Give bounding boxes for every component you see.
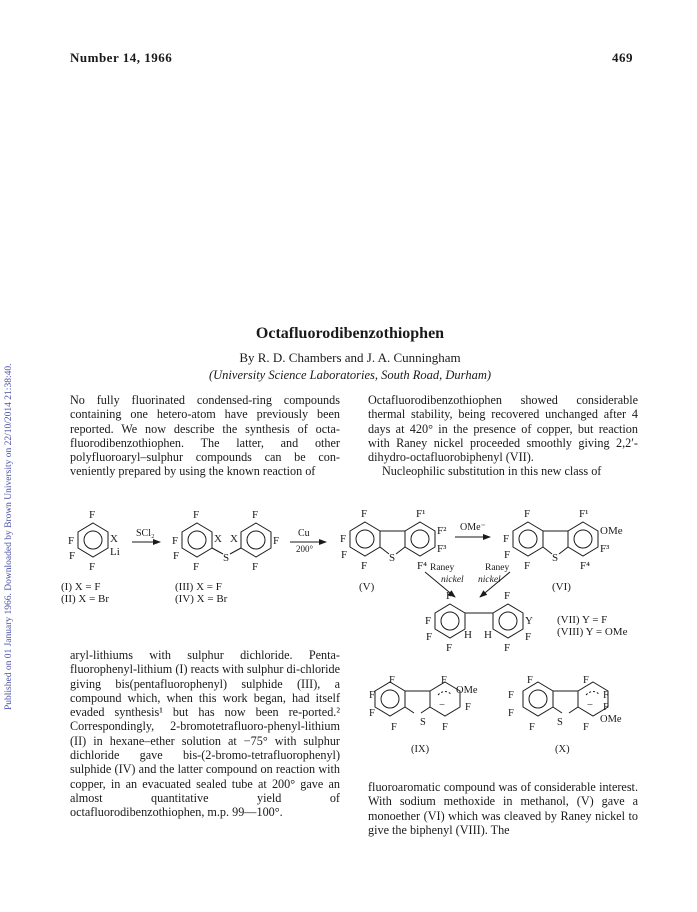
atom-label: S (557, 717, 563, 728)
paragraph-synthesis: aryl-lithiums with sulphur dichloride. Penta-fluorophenyl-lithium (I) reacts with sulphur di-chloride giving bis(pentafluorophenyl) sulphide (III), a compound which, when this work began, had itself evaded synthesis¹ but has now been re-ported.² Correspondingly, 2-bromotetrafluoro-phenyl-lithium (II) in hexane–ether solution at −75° with sulphur dichloride gave bis-(2-bromo-tetrafluorophenyl) sulphide (IV) and the latter compound on reaction with copper, in an evacuated sealed tube at 200° gave an almost quantitative yield of octafluorodibenzothiophen, m.p. 99—100°. (70, 648, 340, 820)
atom-label: F¹ (579, 508, 589, 520)
atom-label: F (193, 561, 200, 573)
benzene-ring-icon (435, 604, 465, 638)
atom-label: F (426, 631, 433, 643)
compound-label: (IX) (411, 744, 430, 755)
atom-label: Li (110, 546, 120, 558)
article-affiliation: (University Science Laboratories, South Road, Durham) (208, 368, 492, 382)
atom-label: F (442, 722, 448, 733)
atom-label: S (420, 717, 426, 728)
benzene-ring-icon (350, 522, 380, 556)
paragraph-stability: Octafluorodibenzothiophen showed considerable thermal stability, being recovered unchanged after 4 days at 420° in the presence of copper, but reaction with Raney nickel proceeded smoothly giving 2,2′-dihydro-octafluorobiphenyl (VII). (368, 393, 638, 465)
text-column-left-top (70, 393, 340, 479)
atom-label: F (504, 642, 511, 654)
atom-label: OMe (600, 714, 622, 725)
atom-label: F³ (600, 543, 610, 555)
atom-label: F (508, 708, 514, 719)
atom-label: F (391, 722, 397, 733)
atom-label: OMe (600, 525, 623, 537)
atom-label: F (252, 509, 259, 521)
atom-label: F (361, 508, 368, 520)
compound-label: (VII) Y = F (557, 614, 608, 626)
atom-label: F (527, 675, 533, 686)
compound-label: (III) X = F (175, 581, 222, 593)
compound-label: (I) X = F (61, 581, 101, 593)
charge-label: − (439, 700, 445, 711)
atom-label: H (484, 629, 492, 641)
paragraph-methoxide: fluoroaromatic compound was of considerable interest. With sodium methoxide in methanol, (V) gave a monoether (VI) which was cleaved by Raney nickel to give the biphenyl (VIII). The (368, 780, 638, 837)
atom-label: F (603, 702, 609, 713)
atom-label: F (340, 533, 347, 545)
atom-label: F (446, 642, 453, 654)
atom-label: S (552, 552, 559, 564)
benzene-ring-icon (568, 522, 598, 556)
atom-label: F (524, 508, 531, 520)
atom-label: F (465, 702, 471, 713)
atom-label: F (583, 675, 589, 686)
atom-label: X (230, 533, 238, 545)
atom-label: F (603, 690, 609, 701)
atom-label: F (508, 690, 514, 701)
atom-label: F (172, 535, 179, 547)
benzene-ring-icon (493, 604, 523, 638)
atom-label: F (273, 535, 280, 547)
atom-label: F (341, 549, 348, 561)
compound-label: (VIII) Y = OMe (557, 626, 628, 638)
atom-label: F (441, 675, 447, 686)
benzene-ring-icon (241, 523, 271, 557)
compound-label: (IV) X = Br (175, 593, 228, 605)
article-authors: By R. D. Chambers and J. A. Cunningham (239, 350, 461, 365)
reagent-label: nickel (441, 575, 464, 585)
atom-label: F (369, 690, 375, 701)
reagent-label: OMe⁻ (460, 522, 486, 533)
atom-label: X (110, 533, 118, 545)
atom-label: F¹ (416, 508, 426, 520)
reagent-label: SCl₂ (136, 528, 155, 539)
compound-label: (V) (359, 581, 375, 593)
reagent-label: Cu (298, 528, 310, 539)
reagent-label: nickel (478, 575, 501, 585)
text-column-left-bottom (70, 648, 340, 820)
atom-label: F (361, 560, 368, 572)
atom-label: F (529, 722, 535, 733)
intermediate-scheme (355, 668, 655, 778)
atom-label: Y (525, 615, 533, 627)
atom-label: H (464, 629, 472, 641)
atom-label: F (369, 708, 375, 719)
atom-label: F (252, 561, 259, 573)
atom-label: F (389, 675, 395, 686)
text-column-right-bottom (368, 780, 638, 837)
atom-label: S (223, 552, 230, 564)
atom-label: F (89, 561, 96, 573)
atom-label: S (389, 552, 396, 564)
atom-label: F (504, 549, 511, 561)
article-title: Octafluorodibenzothiophen (255, 325, 445, 342)
paragraph-intro: No fully fluorinated condensed-ring compounds containing one hetero-atom have previously been reported. We now describe the synthesis of octa-fluorodibenzothiophen. The latter, and other polyfluoroaryl–sulphur compounds can be con-veniently prepared by using the known reaction of (70, 393, 340, 479)
atom-label: F (446, 590, 453, 602)
reagent-label: Raney (430, 563, 455, 573)
atom-label: F² (437, 525, 447, 537)
atom-label: F (89, 509, 96, 521)
journal-issue: Number 14, 1966 (70, 50, 173, 65)
atom-label: X (214, 533, 222, 545)
compound-label: (X) (555, 744, 570, 755)
atom-label: F (525, 631, 532, 643)
page-number: 469 (612, 50, 633, 65)
atom-label: OMe (456, 685, 478, 696)
atom-label: F (504, 590, 511, 602)
reagent-label: 200° (296, 544, 314, 554)
atom-label: F⁴ (580, 560, 590, 572)
atom-label: F³ (437, 543, 447, 555)
atom-label: F (503, 533, 510, 545)
atom-label: F⁴ (417, 560, 427, 572)
benzene-ring-icon (78, 523, 108, 557)
charge-label: − (587, 700, 593, 711)
compound-label: (VI) (552, 581, 571, 593)
atom-label: F (69, 550, 76, 562)
compound-label: (II) X = Br (61, 593, 110, 605)
atom-label: F (583, 722, 589, 733)
atom-label: F (68, 535, 75, 547)
benzene-ring-icon (513, 522, 543, 556)
atom-label: F (524, 560, 531, 572)
atom-label: F (173, 550, 180, 562)
atom-label: F (193, 509, 200, 521)
benzene-ring-icon (405, 522, 435, 556)
paragraph-nucleophilic: Nucleophilic substitution in this new class of (382, 464, 602, 479)
benzene-ring-icon (182, 523, 212, 557)
reagent-label: Raney (485, 563, 510, 573)
text-column-right-top (368, 393, 638, 479)
download-notice: Published on 01 January 1966. Downloaded by Brown University on 22/10/2014 21:38:40. (4, 363, 14, 710)
atom-label: F (425, 615, 432, 627)
